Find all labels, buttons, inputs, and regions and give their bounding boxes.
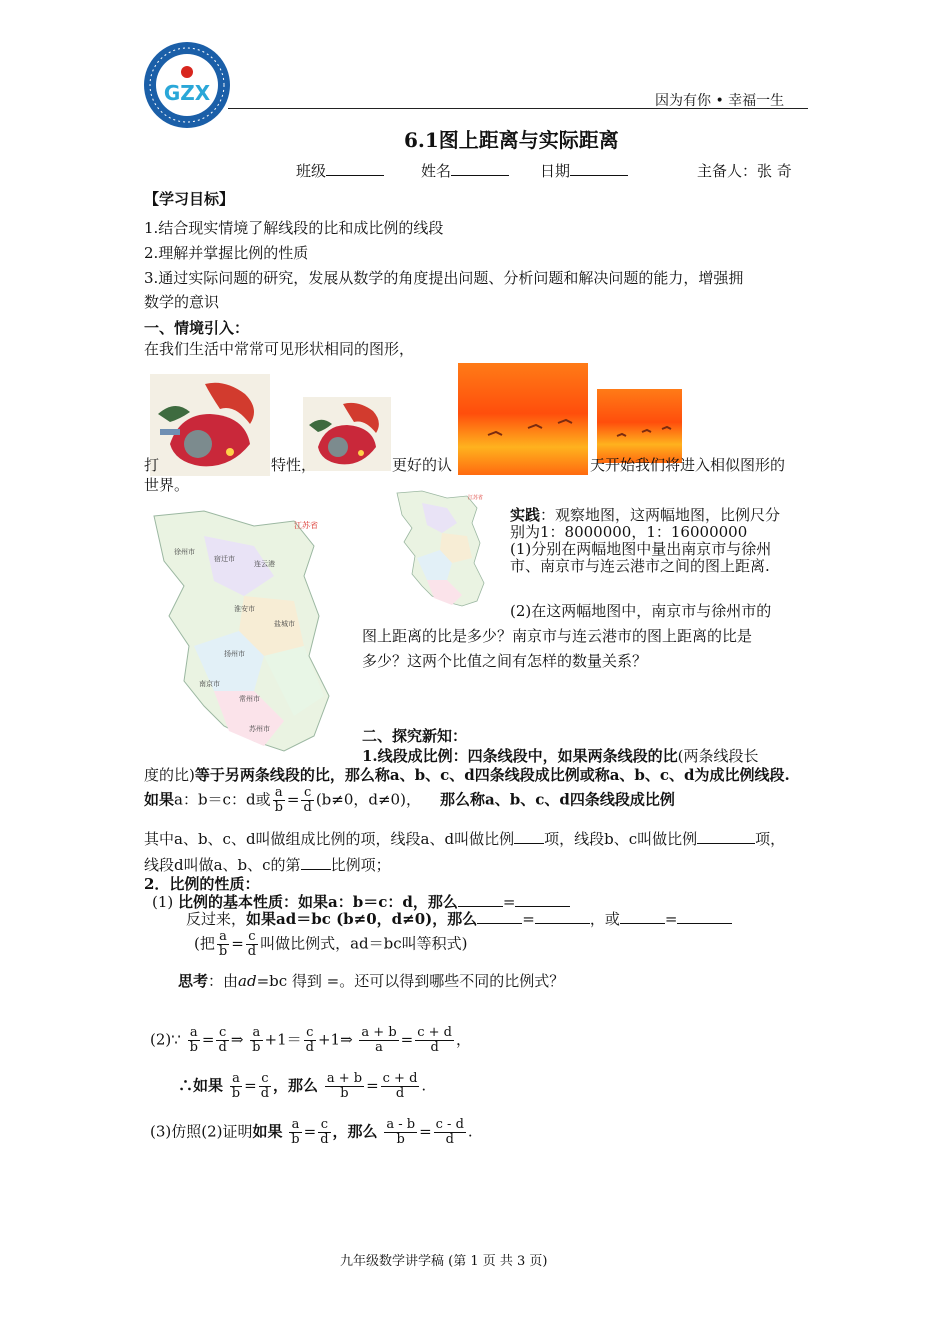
definition-line2 bbox=[144, 764, 790, 785]
definition-note: (两条线段长 bbox=[677, 747, 759, 765]
fraction-a-b: $\frac{a}{b}$ bbox=[218, 929, 228, 959]
svg-text:淮安市: 淮安市 bbox=[234, 605, 255, 613]
jiangsu-map-large bbox=[144, 506, 344, 756]
explore-heading: 二、探究新知： bbox=[362, 727, 468, 745]
preparer: 主备人：张 奇 bbox=[697, 162, 792, 180]
svg-text:扬州市: 扬州市 bbox=[224, 650, 245, 658]
property3-line: (3)仿照(2)证明如果 $\frac{a}{b}$ = $\frac{c}{d}$ ，那么 $\frac{a - b}{b}$ = $\frac{c - d}{d}$ . bbox=[150, 1117, 473, 1147]
intro-line2-c: 更好的认 bbox=[392, 456, 453, 474]
definition-bold: 1.线段成比例：四条线段中，如果两条线段的比 bbox=[362, 747, 678, 765]
papercut-fish-small bbox=[303, 397, 391, 471]
header-slogan: 因为有你 • 幸福一生 bbox=[655, 93, 785, 109]
intro-line2-a: 打 bbox=[144, 456, 160, 474]
definition-note2: 度的比) bbox=[144, 766, 195, 784]
sunset-cranes-large bbox=[458, 363, 588, 475]
svg-text:南京市: 南京市 bbox=[199, 680, 220, 688]
practice-line4: 市、南京市与连云港市之间的图上距离. bbox=[510, 557, 770, 575]
svg-text:连云港: 连云港 bbox=[254, 560, 275, 568]
think-line: 思考：由ad=bc 得到 =。还可以得到哪些不同的比例式？ bbox=[178, 972, 565, 990]
goal-item: 3.通过实际问题的研究，发展从数学的角度提出问题、分析问题和解决问题的能力，增强拥 bbox=[144, 269, 744, 287]
svg-text:常州市: 常州市 bbox=[239, 695, 260, 703]
goal-item: 1.结合现实情境了解线段的比和成比例的线段 bbox=[144, 219, 444, 237]
property1-note: (把 $\frac{a}{b}$ = $\frac{c}{d}$ 叫做比例式，ad＝bc叫等积式) bbox=[194, 929, 468, 959]
practice-line2: 别为1：8000000，1：16000000 bbox=[510, 523, 748, 541]
intro-line2-b: 特性， bbox=[271, 456, 317, 474]
page-title: 6.1图上距离与实际距离 bbox=[404, 128, 619, 152]
intro-line1: 在我们生活中常常可见形状相同的图形， bbox=[144, 340, 415, 358]
svg-text:苏州市: 苏州市 bbox=[249, 725, 270, 733]
page-footer: 九年级数学讲学稿 (第 1 页 共 3 页) bbox=[340, 1254, 548, 1269]
practice-line6: 图上距离的比是多少？南京市与连云港市的图上距离的比是 bbox=[362, 627, 753, 645]
fraction-a-b: $\frac{a}{b}$ bbox=[274, 785, 283, 815]
property1-reverse: 反过来，如果ad＝bc (b≠0，d≠0)，那么 = ，或 = bbox=[186, 908, 732, 929]
goal-item: 2.理解并掌握比例的性质 bbox=[144, 244, 309, 262]
definition-line1 bbox=[362, 745, 759, 766]
intro-line3: 世界。 bbox=[144, 476, 190, 494]
practice-label: 实践 bbox=[510, 506, 541, 524]
fraction-c-d: $\frac{c}{d}$ bbox=[303, 785, 312, 815]
if-label: 如果 bbox=[144, 790, 175, 809]
terms-line1: 其中a、b、c、d叫做组成比例的项，线段a、d叫做比例 项，线段b、c叫做比例 项， bbox=[144, 830, 786, 848]
date-field bbox=[540, 160, 628, 181]
ratio-definition: 如果a：b＝c：d或 $\frac{a}{b}$ = $\frac{c}{d}$ (b≠0，d≠0)， 那么称a、b、c、d四条线段成比例 bbox=[144, 785, 675, 815]
name-field bbox=[421, 160, 509, 181]
class-label: 班级 bbox=[296, 162, 327, 180]
property2-line1: (2)∵ $\frac{a}{b}$ = $\frac{c}{d}$ ⇒ $\frac{a}{b}$ +1＝ $\frac{c}{d}$ +1⇒ $\frac{a + b}{a}$ = $\frac{c + d}{d}$ ， bbox=[150, 1025, 472, 1055]
intro-line2-d: 天开始我们将进入相似图形的 bbox=[590, 456, 786, 474]
property1-line: (1) 比例的基本性质：如果a：b＝c：d，那么 = bbox=[152, 891, 570, 912]
class-field bbox=[296, 160, 384, 181]
terms-line2: 线段d叫做a、b、c的第 比例项； bbox=[144, 856, 391, 874]
school-logo bbox=[142, 40, 232, 130]
jiangsu-map-small bbox=[392, 488, 494, 608]
date-label: 日期 bbox=[540, 162, 571, 180]
ratio-expr: a：b＝c：d或 bbox=[174, 790, 271, 809]
practice-line3: (1)分别在两幅地图中量出南京市与徐州 bbox=[510, 540, 772, 558]
svg-text:徐州市: 徐州市 bbox=[174, 548, 195, 556]
papercut-fish-large bbox=[150, 374, 270, 476]
sunset-cranes-small bbox=[597, 389, 682, 463]
logo-text: GZX bbox=[163, 81, 211, 105]
goal-item: 数学的意识 bbox=[144, 293, 220, 311]
map-label-small: 江苏省 bbox=[468, 495, 484, 501]
ratio-condition: (b≠0，d≠0)， bbox=[315, 790, 421, 809]
practice-line5: (2)在这两幅地图中，南京市与徐州市的 bbox=[510, 602, 772, 620]
intro-heading: 一、情境引入： bbox=[144, 319, 250, 337]
header-rule bbox=[228, 108, 808, 109]
goals-heading: 【学习目标】 bbox=[144, 190, 235, 208]
property2-line2: ∴如果 $\frac{a}{b}$ = $\frac{c}{d}$ ，那么 $\frac{a + b}{b}$ = $\frac{c + d}{d}$ . bbox=[178, 1071, 427, 1101]
properties-heading: 2．比例的性质： bbox=[144, 875, 260, 893]
practice-text: ：观察地图，这两幅地图，比例尺分 bbox=[540, 506, 781, 524]
map-label-large: 江苏省 bbox=[294, 521, 318, 530]
definition-bold2: 等于另两条线段的比，那么称a、b、c、d四条线段成比例或称a、b、c、d为成比例线段. bbox=[194, 766, 790, 784]
svg-text:宿迁市: 宿迁市 bbox=[214, 555, 235, 563]
ratio-conclusion: 那么称a、b、c、d四条线段成比例 bbox=[440, 790, 675, 809]
svg-text:盐城市: 盐城市 bbox=[274, 620, 295, 628]
fraction-c-d: $\frac{c}{d}$ bbox=[247, 929, 257, 959]
practice-line7: 多少？这两个比值之间有怎样的数量关系？ bbox=[362, 652, 648, 670]
name-label: 姓名 bbox=[421, 162, 452, 180]
